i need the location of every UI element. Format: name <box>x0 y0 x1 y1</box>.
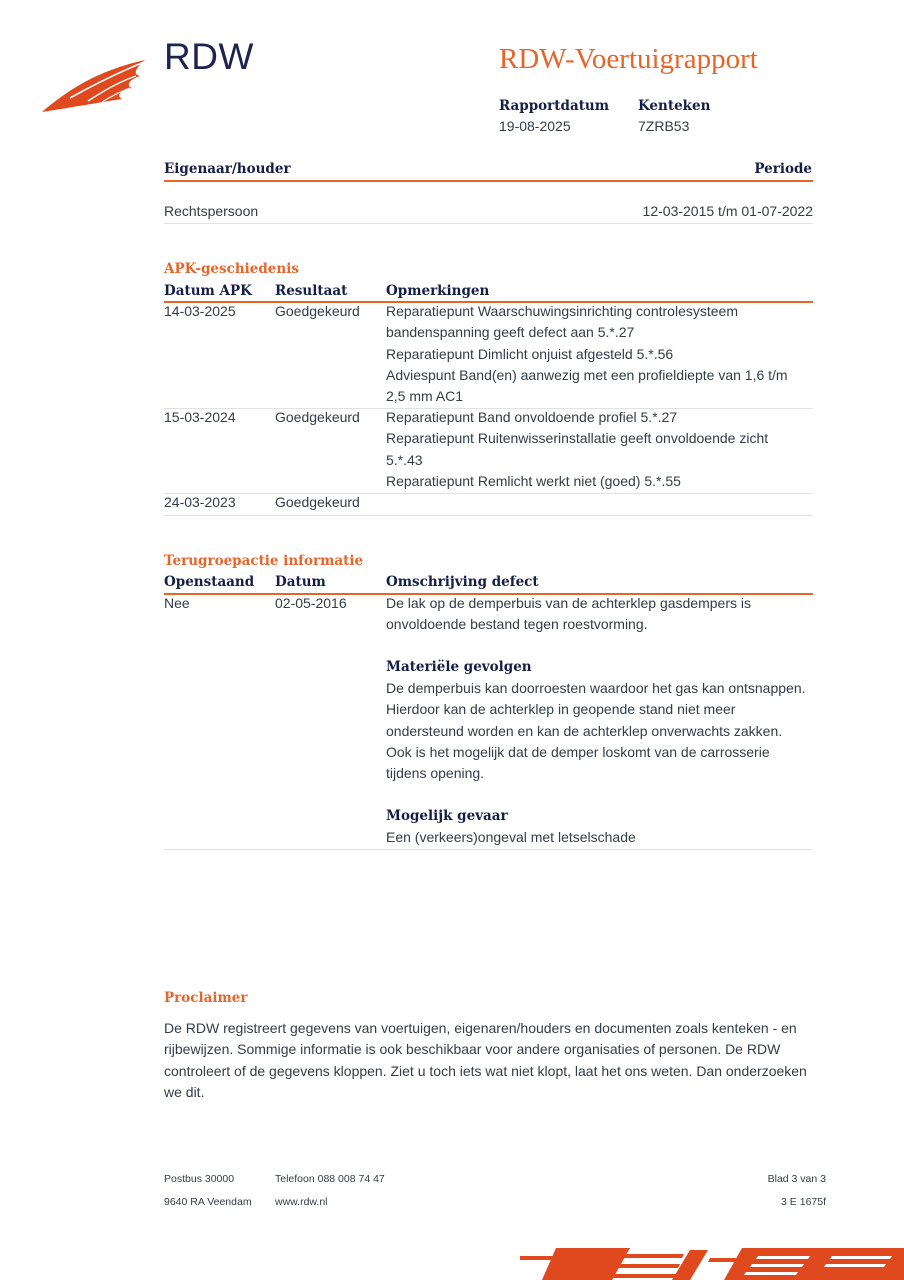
apk-row-2-result: Goedgekeurd <box>275 409 360 425</box>
remark-line: bandenspanning geeft defect aan 5.*.27 <box>386 324 635 341</box>
apk-row-2-date: 15-03-2024 <box>164 409 236 425</box>
apk-row-3-result: Goedgekeurd <box>275 494 360 510</box>
proclaimer-line: we dit. <box>164 1083 205 1100</box>
period-column-header: Periode <box>754 161 812 177</box>
remark-line: Reparatiepunt Remlicht werkt niet (goed) 5.*.55 <box>386 472 681 489</box>
rdw-logo-icon <box>40 58 150 116</box>
apk-col-remarks: Opmerkingen <box>386 283 490 299</box>
proclaimer-line: controleert of de gegevens kloppen. Ziet u toch iets wat niet klopt, laat het ons weten. Dan onderzoeken <box>164 1062 807 1079</box>
kenteken-value: 7ZRB53 <box>638 118 690 134</box>
description-line: onvoldoende bestand tegen roestvorming. <box>386 616 648 633</box>
apk-row-divider <box>164 493 813 494</box>
footer-page-number: Blad 3 van 3 <box>767 1173 826 1185</box>
recall-description <box>386 593 813 636</box>
proclaimer-text <box>164 1018 824 1103</box>
decorative-stripes-icon <box>520 1244 904 1280</box>
footer-website[interactable]: www.rdw.nl <box>275 1196 328 1208</box>
recall-date: 02-05-2016 <box>275 595 347 611</box>
remark-line: 5.*.43 <box>386 451 423 468</box>
remark-line: 2,5 mm AC1 <box>386 388 464 405</box>
recall-row-divider <box>164 849 813 850</box>
remark-line: Reparatiepunt Waarschuwingsinrichting controlesysteem <box>386 303 738 319</box>
footer-document-code: 3 E 1675f <box>781 1196 826 1208</box>
remark-line: Reparatiepunt Dimlicht onjuist afgesteld 5.*.56 <box>386 345 674 362</box>
rapportdatum-label: Rapportdatum <box>499 98 610 114</box>
consequence-line: Ook is het mogelijk dat de demper loskomt van de carrosserie <box>386 743 770 760</box>
apk-col-result: Resultaat <box>275 283 348 299</box>
apk-row-2-remarks <box>386 407 813 492</box>
danger-text: Een (verkeers)ongeval met letselschade <box>386 829 636 845</box>
rapportdatum-value: 19-08-2025 <box>499 118 571 134</box>
footer-city: 9640 RA Veendam <box>164 1196 252 1208</box>
consequence-line: ondersteund worden en kan de achterklep onverwachts zakken. <box>386 722 783 739</box>
proclaimer-title: Proclaimer <box>164 990 248 1006</box>
recall-open: Nee <box>164 595 190 611</box>
apk-row-1-date: 14-03-2025 <box>164 303 236 319</box>
apk-row-1-remarks <box>386 301 813 407</box>
brand-name: RDW <box>164 36 254 77</box>
owner-type: Rechtspersoon <box>164 203 259 219</box>
footer-phone: Telefoon 088 008 74 47 <box>275 1173 385 1185</box>
apk-section-title: APK-geschiedenis <box>164 261 299 277</box>
footer-postbus: Postbus 30000 <box>164 1173 235 1185</box>
recall-col-date: Datum <box>275 574 326 590</box>
proclaimer-line: De RDW registreert gegevens van voertuigen, eigenaren/houders en documenten zoals kenteken - en <box>164 1020 797 1036</box>
apk-col-date: Datum APK <box>164 283 252 299</box>
proclaimer-line: rijbewijzen. Sommige informatie is ook beschikbaar voor andere organisaties of personen. De RDW <box>164 1041 781 1058</box>
apk-row-3-date: 24-03-2023 <box>164 494 236 510</box>
consequence-line: Hierdoor kan de achterklep in geopende stand niet meer <box>386 701 736 718</box>
recall-section-title: Terugroepactie informatie <box>164 553 364 569</box>
consequences-text <box>386 678 813 784</box>
consequence-line: De demperbuis kan doorroesten waardoor het gas kan ontsnappen. <box>386 680 806 696</box>
consequence-line: tijdens opening. <box>386 765 485 782</box>
consequences-title: Materiële gevolgen <box>386 659 532 675</box>
owner-row-divider <box>164 223 813 224</box>
owner-column-header: Eigenaar/houder <box>164 161 291 177</box>
recall-col-open: Openstaand <box>164 574 255 590</box>
owner-header-rule <box>164 180 813 182</box>
kenteken-label: Kenteken <box>638 98 711 114</box>
apk-row-1-result: Goedgekeurd <box>275 303 360 319</box>
remark-line: Reparatiepunt Ruitenwisserinstallatie geeft onvoldoende zicht <box>386 430 769 447</box>
remark-line: Reparatiepunt Band onvoldoende profiel 5.*.27 <box>386 409 678 425</box>
description-line: De lak op de demperbuis van de achterklep gasdempers is <box>386 595 751 611</box>
remark-line: Adviespunt Band(en) aanwezig met een profieldiepte van 1,6 t/m <box>386 366 788 383</box>
recall-col-description: Omschrijving defect <box>386 574 539 590</box>
report-title: RDW-Voertuigrapport <box>499 43 758 75</box>
owner-period: 12-03-2015 t/m 01-07-2022 <box>642 203 813 219</box>
apk-row-divider <box>164 515 813 516</box>
danger-title: Mogelijk gevaar <box>386 808 508 824</box>
